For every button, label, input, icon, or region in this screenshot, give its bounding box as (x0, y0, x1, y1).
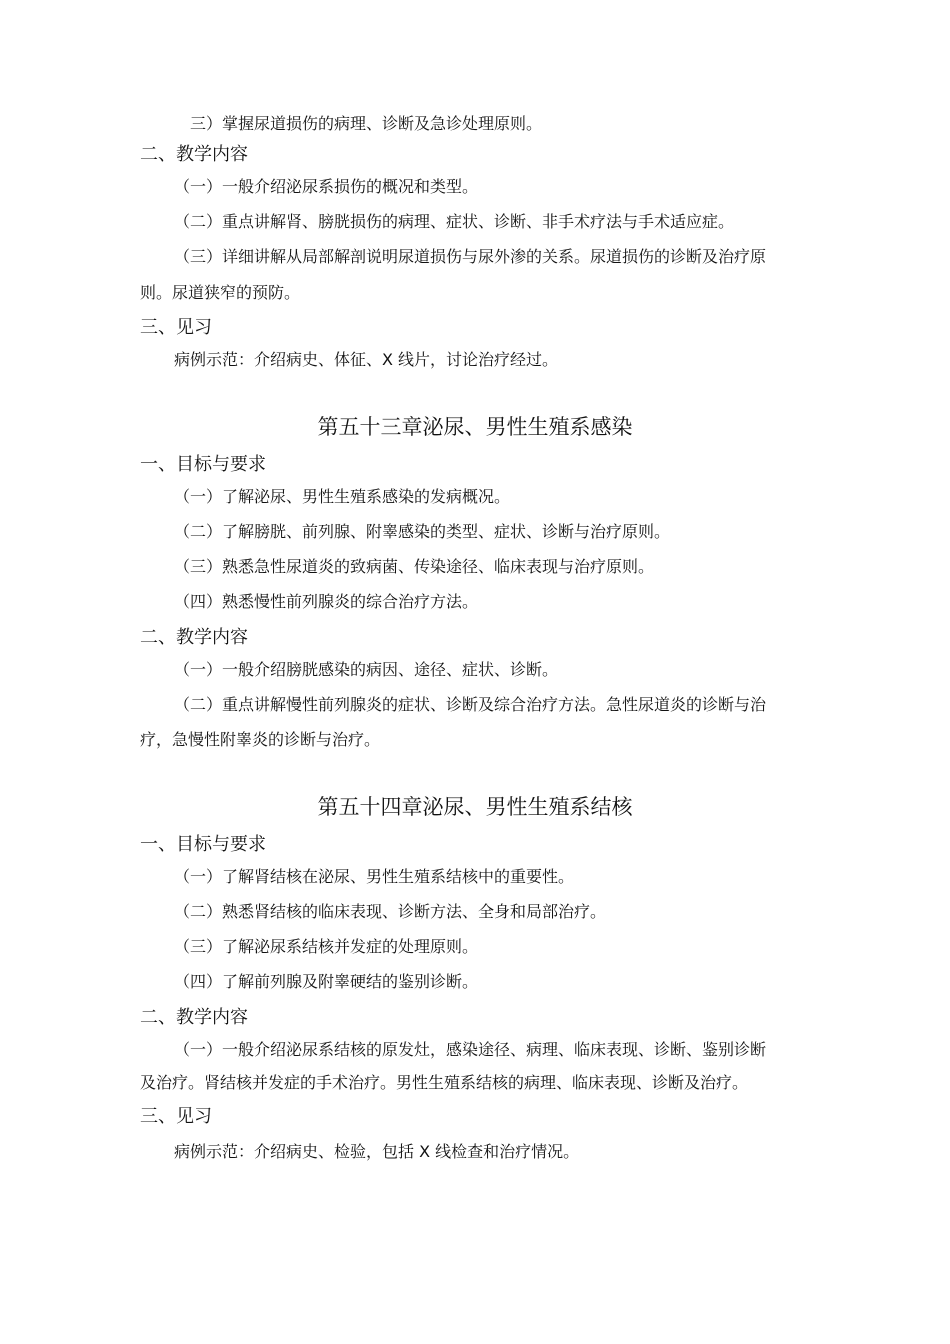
intro-goal-item-3: 三）掌握尿道损伤的病理、诊断及急诊处理原则。 (190, 114, 543, 133)
ch53-content-item-1: （一）一般介绍膀胱感染的病因、途径、症状、诊断。 (174, 660, 559, 679)
intro-practice-text: 病例示范：介绍病史、体征、X 线片，讨论治疗经过。 (174, 350, 559, 369)
ch53-goal-1: （一）了解泌尿、男性生殖系感染的发病概况。 (174, 487, 511, 506)
ch54-goal-4: （四）了解前列腺及附睾硬结的鉴别诊断。 (174, 972, 479, 991)
ch54-practice-heading: 三、见习 (140, 1106, 212, 1127)
ch53-content-item-2-line-1: （二）重点讲解慢性前列腺炎的症状、诊断及综合治疗方法。急性尿道炎的诊断与治 (174, 695, 767, 714)
ch53-goal-3: （三）熟悉急性尿道炎的致病菌、传染途径、临床表现与治疗原则。 (174, 557, 655, 576)
intro-content-item-1: （一）一般介绍泌尿系损伤的概况和类型。 (174, 177, 479, 196)
ch54-goal-3: （三）了解泌尿系结核并发症的处理原则。 (174, 937, 479, 956)
intro-content-item-3-line-2: 则。尿道狭窄的预防。 (140, 283, 301, 302)
ch54-content-item-1-line-1: （一）一般介绍泌尿系结核的原发灶，感染途径、病理、临床表现、诊断、鉴别诊断 (174, 1040, 767, 1059)
ch54-goals-heading: 一、目标与要求 (140, 834, 266, 855)
chapter-54-title: 第五十四章泌尿、男性生殖系结核 (317, 795, 633, 819)
intro-practice-heading: 三、见习 (140, 317, 212, 338)
ch54-practice-text: 病例示范：介绍病史、检验，包括 X 线检查和治疗情况。 (174, 1142, 580, 1161)
ch54-goal-1: （一）了解肾结核在泌尿、男性生殖系结核中的重要性。 (174, 867, 575, 886)
intro-content-item-3-line-1: （三）详细讲解从局部解剖说明尿道损伤与尿外渗的关系。尿道损伤的诊断及治疗原 (174, 247, 767, 266)
ch54-content-heading: 二、教学内容 (140, 1007, 248, 1028)
intro-content-heading: 二、教学内容 (140, 144, 248, 165)
ch53-content-item-2-line-2: 疗，急慢性附睾炎的诊断与治疗。 (140, 730, 381, 749)
ch54-goal-2: （二）熟悉肾结核的临床表现、诊断方法、全身和局部治疗。 (174, 902, 607, 921)
ch54-content-item-1-line-2: 及治疗。肾结核并发症的手术治疗。男性生殖系结核的病理、临床表现、诊断及治疗。 (140, 1073, 749, 1092)
ch53-goal-2: （二）了解膀胱、前列腺、附睾感染的类型、症状、诊断与治疗原则。 (174, 522, 671, 541)
ch53-content-heading: 二、教学内容 (140, 627, 248, 648)
ch53-goals-heading: 一、目标与要求 (140, 454, 266, 475)
intro-content-item-2: （二）重点讲解肾、膀胱损伤的病理、症状、诊断、非手术疗法与手术适应症。 (174, 212, 735, 231)
ch53-goal-4: （四）熟悉慢性前列腺炎的综合治疗方法。 (174, 592, 479, 611)
chapter-53-title: 第五十三章泌尿、男性生殖系感染 (317, 415, 633, 439)
